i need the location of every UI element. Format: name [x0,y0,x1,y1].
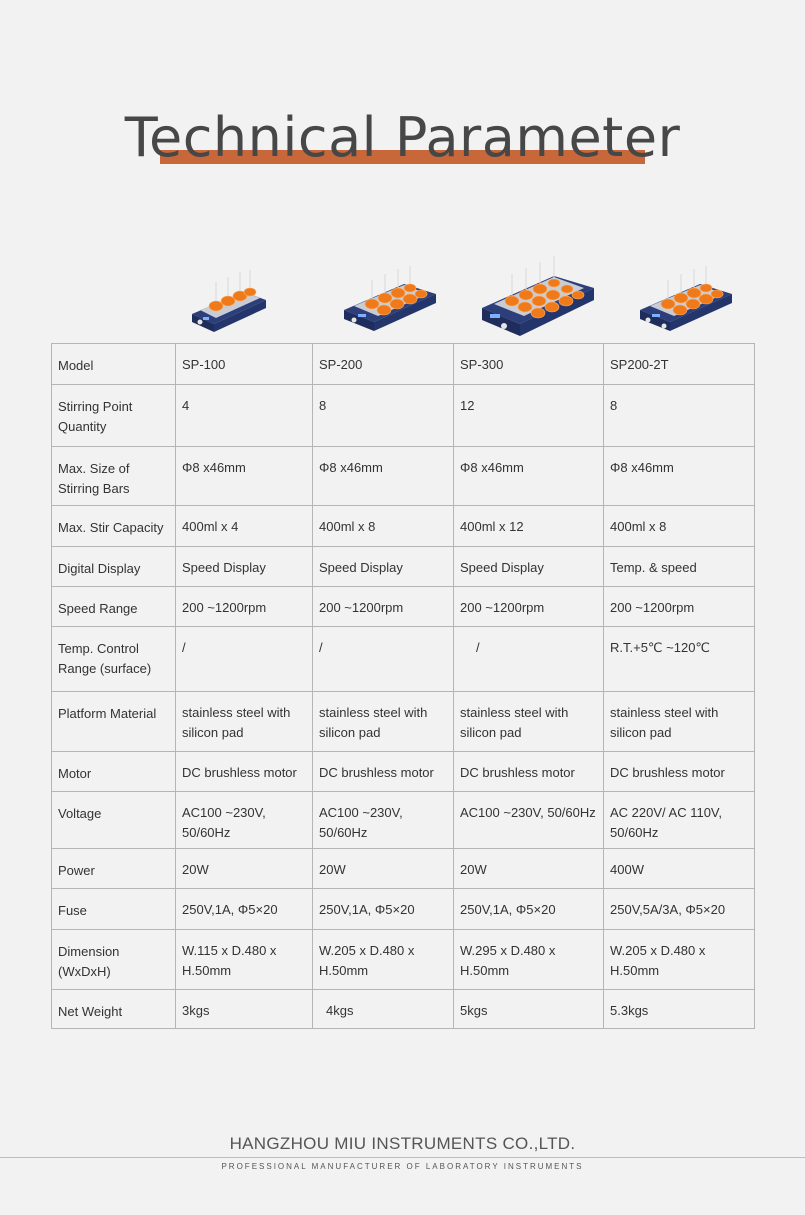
row-label: Platform Material [52,692,176,752]
page-title: Technical Parameter [124,106,681,169]
table-row [52,849,755,889]
row-value: 8 [604,385,755,447]
row-label: Voltage [52,792,176,849]
row-value: 200 ~1200rpm [176,587,313,627]
row-value: Speed Display [454,547,604,587]
row-value: 400ml x 12 [454,506,604,547]
row-value: 20W [454,849,604,889]
row-value: Φ8 x46mm [313,447,454,506]
row-value: SP200-2T [604,344,755,385]
row-label: Dimension (WxDxH) [52,930,176,990]
row-value: 8 [313,385,454,447]
row-value: 20W [176,849,313,889]
row-value: / [313,627,454,692]
row-value: stainless steel with silicon pad [454,692,604,752]
row-value: SP-200 [313,344,454,385]
footer-company-name: HANGZHOU MIU INSTRUMENTS CO.,LTD. [229,1134,576,1153]
row-value: 5.3kgs [604,990,755,1029]
table-row [52,547,755,587]
row-value: 400ml x 8 [604,506,755,547]
table-row [52,752,755,792]
table-row [52,627,755,692]
row-value: 12 [454,385,604,447]
row-label: Model [52,344,176,385]
row-value: stainless steel with silicon pad [313,692,454,752]
row-value: 250V,1A, Φ5×20 [176,889,313,930]
row-value: 250V,1A, Φ5×20 [454,889,604,930]
row-value: / [454,627,604,692]
table-row [52,692,755,752]
row-value: SP-300 [454,344,604,385]
row-label: Max. Stir Capacity [52,506,176,547]
row-value: AC 220V/ AC 110V, 50/60Hz [604,792,755,849]
row-value: DC brushless motor [176,752,313,792]
table-row [52,587,755,627]
row-value: Φ8 x46mm [454,447,604,506]
row-value: AC100 ~230V, 50/60Hz [454,792,604,849]
row-label: Stirring Point Quantity [52,385,176,447]
row-value: W.205 x D.480 x H.50mm [604,930,755,990]
row-value: Speed Display [313,547,454,587]
spec-table-body [52,344,755,1029]
row-value: SP-100 [176,344,313,385]
row-value: DC brushless motor [604,752,755,792]
row-value: 200 ~1200rpm [313,587,454,627]
row-label: Power [52,849,176,889]
product-image-sp200-2t [636,256,736,336]
row-label: Motor [52,752,176,792]
table-row [52,930,755,990]
row-value: stainless steel with silicon pad [604,692,755,752]
row-value: 400ml x 8 [313,506,454,547]
row-label: Digital Display [52,547,176,587]
table-row [52,344,755,385]
table-row [52,506,755,547]
row-value: 200 ~1200rpm [454,587,604,627]
row-value: 5kgs [454,990,604,1029]
row-value: stainless steel with silicon pad [176,692,313,752]
row-value: AC100 ~230V, 50/60Hz [313,792,454,849]
footer-tagline: PROFESSIONAL MANUFACTURER OF LABORATORY INSTRUMENTS [221,1162,584,1171]
row-value: Temp. & speed [604,547,755,587]
row-value: 3kgs [176,990,313,1029]
row-value: W.115 x D.480 x H.50mm [176,930,313,990]
row-label: Speed Range [52,587,176,627]
row-value: DC brushless motor [313,752,454,792]
spec-table [51,343,755,1029]
row-value: 20W [313,849,454,889]
table-row [52,990,755,1029]
table-row [52,385,755,447]
row-value: / [176,627,313,692]
title-wrap [0,108,805,168]
product-image-sp-200 [340,258,440,336]
row-value: 200 ~1200rpm [604,587,755,627]
row-value: AC100 ~230V, 50/60Hz [176,792,313,849]
row-value: Φ8 x46mm [176,447,313,506]
row-value: Φ8 x46mm [604,447,755,506]
row-value: 400W [604,849,755,889]
product-image-sp-100 [188,262,270,336]
row-value: 4 [176,385,313,447]
row-value: W.205 x D.480 x H.50mm [313,930,454,990]
row-label: Temp. Control Range (surface) [52,627,176,692]
row-label: Net Weight [52,990,176,1029]
footer-divider [0,1157,805,1158]
row-value: W.295 x D.480 x H.50mm [454,930,604,990]
product-image-sp-300 [478,246,598,340]
row-value: Speed Display [176,547,313,587]
row-value: 250V,1A, Φ5×20 [313,889,454,930]
row-value: R.T.+5℃ ~120℃ [604,627,755,692]
row-label: Max. Size of Stirring Bars [52,447,176,506]
table-row [52,792,755,849]
row-label: Fuse [52,889,176,930]
row-value: DC brushless motor [454,752,604,792]
row-value: 400ml x 4 [176,506,313,547]
table-row [52,447,755,506]
table-row [52,889,755,930]
row-value: 4kgs [313,990,454,1029]
row-value: 250V,5A/3A, Φ5×20 [604,889,755,930]
